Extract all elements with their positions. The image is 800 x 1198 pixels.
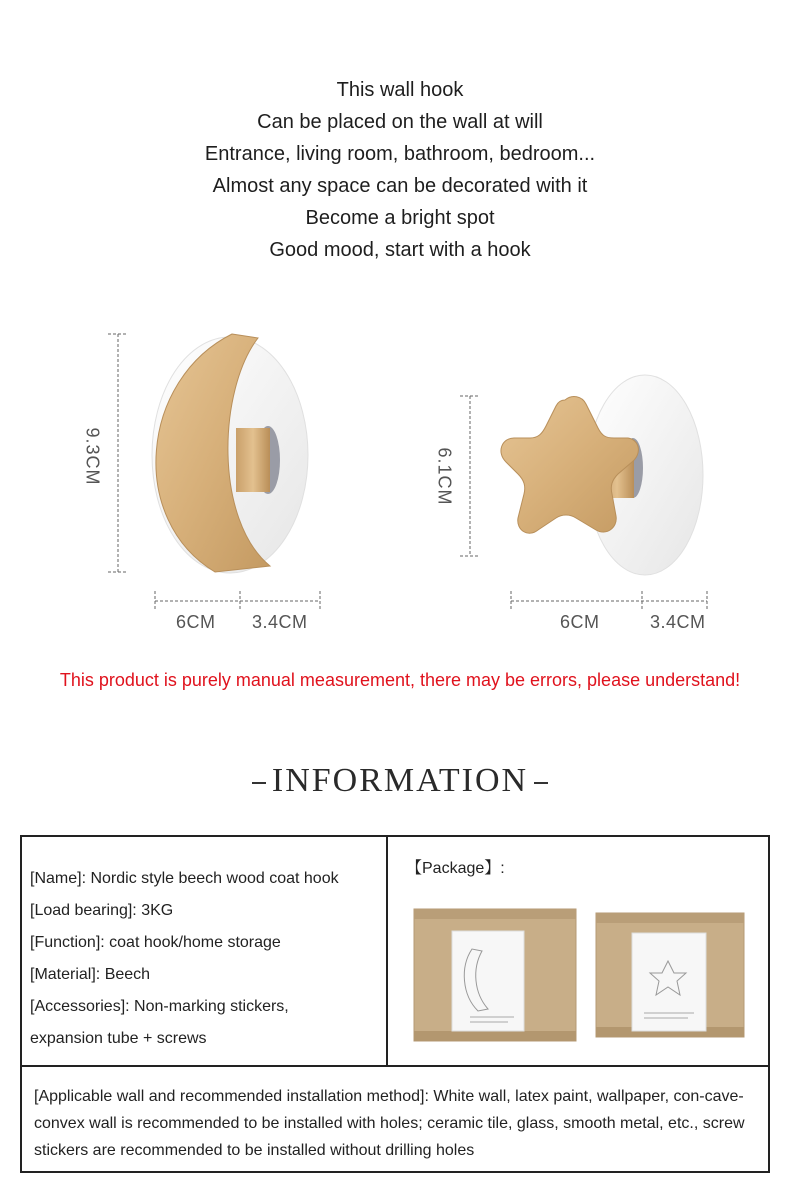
star-height-line <box>460 396 480 556</box>
intro-line: Entrance, living room, bathroom, bedroom... <box>204 143 596 165</box>
intro-line: Almost any space can be decorated with it <box>212 175 588 197</box>
moon-width-line <box>155 591 320 611</box>
measurement-warning: This product is purely manual measurement, there may be errors, please understand! <box>59 670 741 690</box>
intro-line: Good mood, start with a hook <box>269 239 531 261</box>
package-images <box>388 837 768 1065</box>
star-width-label: 6CM <box>560 612 600 632</box>
star-box-image <box>596 913 744 1037</box>
intro-text <box>0 74 800 266</box>
information-title: INFORMATION <box>271 762 529 799</box>
moon-width-label: 6CM <box>176 612 216 632</box>
spec-load: [Load bearing]: 3KG <box>30 902 174 919</box>
moon-height-line <box>108 334 128 572</box>
star-depth-label: 3.4CM <box>650 612 706 632</box>
intro-line: Become a bright spot <box>305 207 495 229</box>
specs-list <box>30 863 339 1055</box>
package-label: 【Package】: <box>406 860 505 877</box>
moon-depth-label: 3.4CM <box>252 612 308 632</box>
dimension-diagrams <box>0 320 800 650</box>
spec-material: [Material]: Beech <box>30 966 151 983</box>
moon-box-image <box>414 909 576 1041</box>
star-height-label: 6.1CM <box>434 447 455 506</box>
spec-function: [Function]: coat hook/home storage <box>30 934 281 951</box>
package-cell <box>388 837 768 1067</box>
intro-line: Can be placed on the wall at will <box>257 111 543 133</box>
heading-dash-right <box>534 782 548 784</box>
information-heading <box>0 762 800 800</box>
hooks-illustration <box>0 320 800 650</box>
star-hook <box>501 375 703 575</box>
installation-cell <box>22 1067 768 1171</box>
heading-dash-left <box>252 782 266 784</box>
info-table <box>20 835 770 1173</box>
installation-text: [Applicable wall and recommended installation method]: White wall, latex paint, wallpaper, con-cave-convex wall is recommended to be installed with holes; ceramic tile, glass, smooth metal, etc., screw stickers are recommended to be installed without drilling holes <box>34 1088 745 1159</box>
star-width-line <box>511 591 707 611</box>
moon-hook <box>152 334 308 573</box>
specs-cell <box>22 837 388 1067</box>
intro-line: This wall hook <box>336 79 464 101</box>
spec-accessories: [Accessories]: Non-marking stickers, <box>30 998 289 1015</box>
moon-height-label: 9.3CM <box>82 427 103 486</box>
spec-accessories-cont: expansion tube + screws <box>30 1030 207 1047</box>
spec-name: [Name]: Nordic style beech wood coat hook <box>30 870 339 887</box>
